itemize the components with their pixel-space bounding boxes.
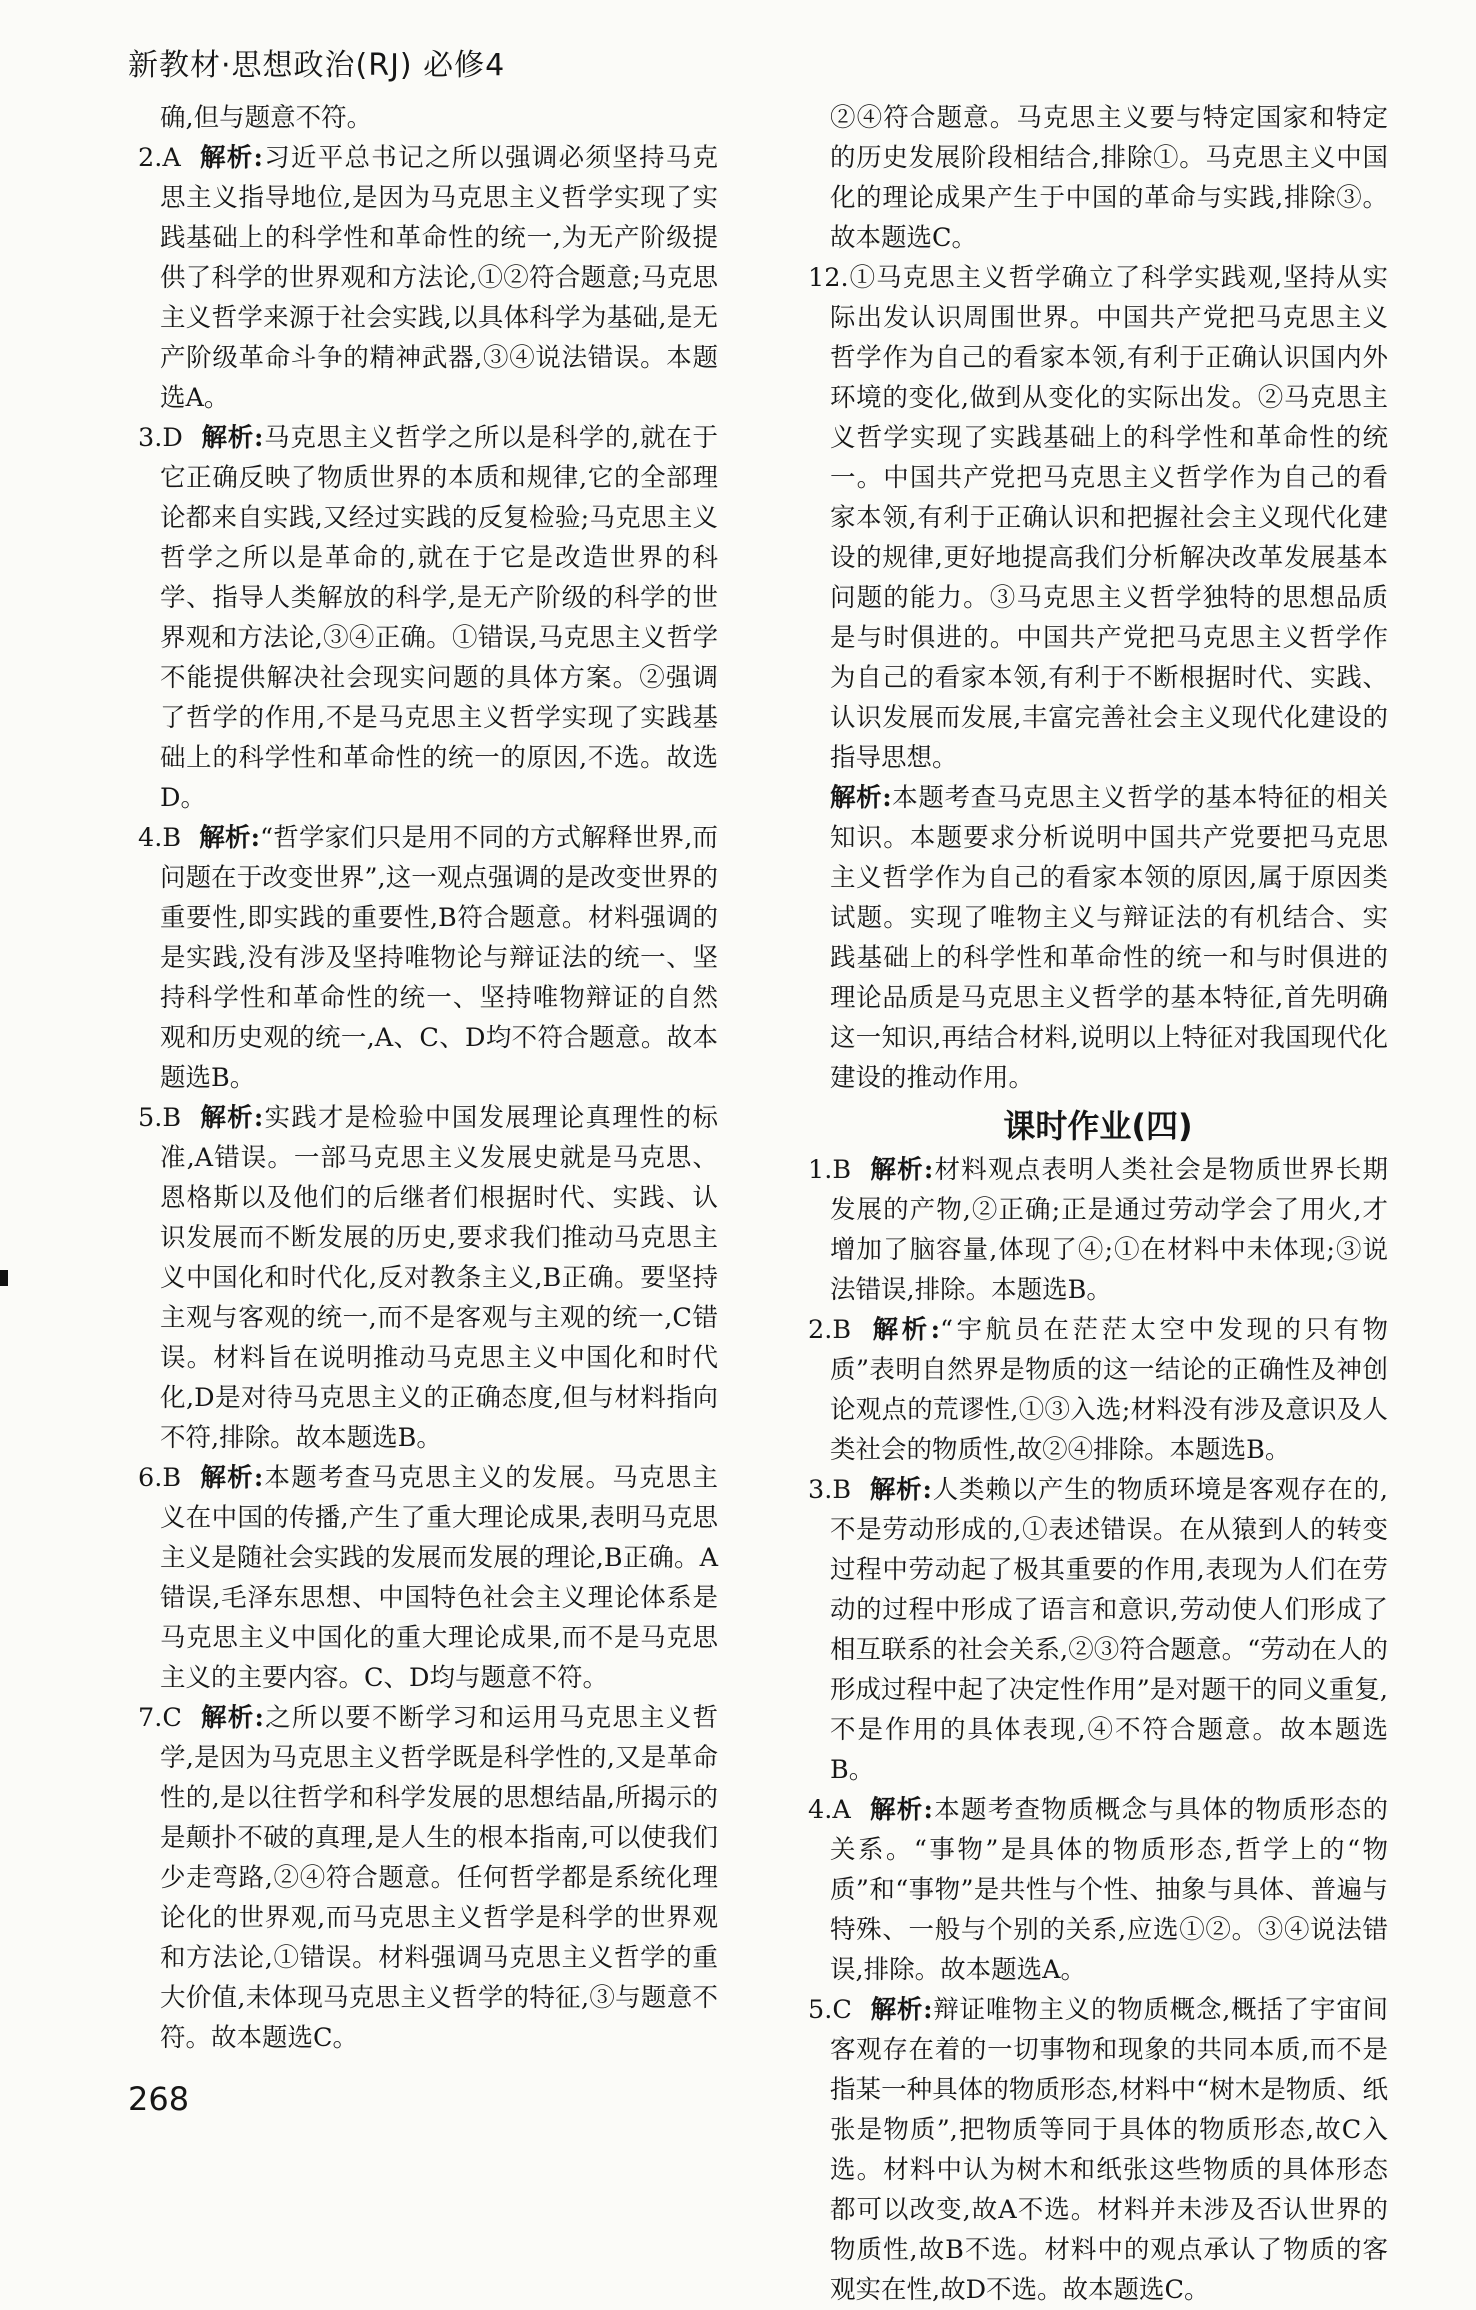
answer-number: 2.A: [138, 143, 181, 173]
answer-label: 解析:: [869, 1315, 940, 1345]
answer-number: 4.B: [138, 823, 182, 853]
answer-item: [138, 138, 718, 418]
answer-number: 5.C: [808, 1995, 852, 2025]
analysis-text: 本题考查马克思主义哲学的基本特征的相关知识。本题要求分析说明中国共产党要把马克思主义哲学作为自己的看家本领的原因,属于原因类试题。实现了唯物主义与辩证法的有机结合、实践基础上的科学性和革命性的统一和与时俱进的理论品质是马克思主义哲学的基本特征,首先明确这一知识,再结合材料,说明以上特征对我国现代化建设的推动作用。: [830, 783, 1388, 1093]
answer-number: 5.B: [138, 1103, 182, 1133]
answer-number: 7.C: [138, 1703, 182, 1733]
answer-text: ①马克思主义哲学确立了科学实践观,坚持从实际出发认识周围世界。中国共产党把马克思主义哲学作为自己的看家本领,有利于正确认识国内外环境的变化,做到从变化的实际出发。②马克思主义哲学实现了实践基础上的科学性和革命性的统一。中国共产党把马克思主义哲学作为自己的看家本领,有利于正确认识和把握社会主义现代化建设的规律,更好地提高我们分析解决改革发展基本问题的能力。③马克思主义哲学独特的思想品质是与时俱进的。中国共产党把马克思主义哲学作为自己的看家本领,有利于不断根据时代、实践、认识发展而发展,丰富完善社会主义现代化建设的指导思想。: [830, 263, 1388, 773]
answer-item: [138, 1098, 718, 1458]
answer-label: 解析:: [199, 1463, 264, 1493]
answer-label: 解析:: [869, 1995, 933, 2025]
answer-label: 解析:: [869, 1475, 932, 1505]
answer-label: 解析:: [199, 1103, 264, 1133]
answer-item: [138, 818, 718, 1098]
analysis-label: 解析:: [830, 783, 892, 813]
answer-label: 解析:: [198, 143, 263, 173]
answer-item: [138, 418, 718, 818]
answer-label: 解析:: [199, 823, 261, 853]
answer-text: 马克思主义哲学之所以是科学的,就在于它正确反映了物质世界的本质和规律,它的全部理论都来自实践,又经过实践的反复检验;马克思主义哲学之所以是革命的,就在于它是改造世界的科学、指导人类解放的科学,是无产阶级的科学的世界观和方法论,③④正确。①错误,马克思主义哲学不能提供解决社会现实问题的具体方案。②强调了哲学的作用,不是马克思主义哲学实现了实践基础上的科学性和革命性的统一的原因,不选。故选D。: [160, 423, 718, 813]
answer-label: 解析:: [199, 1703, 264, 1733]
answer-item: [138, 1698, 718, 2058]
answer-text: 本题考查马克思主义的发展。马克思主义在中国的传播,产生了重大理论成果,表明马克思主义是随社会实践的发展而发展的理论,B正确。A错误,毛泽东思想、中国特色社会主义理论体系是马克思主义中国化的重大理论成果,而不是马克思主义的主要内容。C、D均与题意不符。: [160, 1463, 718, 1693]
answer-text: “宇航员在茫茫太空中发现的只有物质”表明自然界是物质的这一结论的正确性及神创论观点的荒谬性,①③入选;材料没有涉及意识及人类社会的物质性,故②④排除。本题选B。: [830, 1315, 1388, 1465]
answer-item: [808, 1990, 1388, 2310]
answer-item: [808, 1150, 1388, 1310]
right-column: [808, 98, 1388, 2310]
answer-text: 人类赖以产生的物质环境是客观存在的,不是劳动形成的,①表述错误。在从猿到人的转变过程中劳动起了极其重要的作用,表现为人们在劳动的过程中形成了语言和意识,劳动使人们形成了相互联系的社会关系,②③符合题意。“劳动在人的形成过程中起了决定性作用”是对题干的同义重复,不是作用的具体表现,④不符合题意。故本题选B。: [830, 1475, 1388, 1785]
answer-number: 3.B: [808, 1475, 852, 1505]
answer-text: 辩证唯物主义的物质概念,概括了宇宙间客观存在着的一切事物和现象的共同本质,而不是指某一种具体的物质形态,材料中“树木是物质、纸张是物质”,把物质等同于具体的物质形态,故C入选。材料中认为树木和纸张这些物质的具体形态都可以改变,故A不选。材料并未涉及否认世界的物质性,故B不选。材料中的观点承认了物质的客观实在性,故D不选。故本题选C。: [830, 1995, 1388, 2305]
left-items: [138, 138, 718, 2058]
answer-text: 之所以要不断学习和运用马克思主义哲学,是因为马克思主义哲学既是科学性的,又是革命性的,是以往哲学和科学发展的思想结晶,所揭示的是颠扑不破的真理,是人生的根本指南,可以使我们少走弯路,②④符合题意。任何哲学都是系统化理论化的世界观,而马克思主义哲学是科学的世界观和方法论,①错误。材料强调马克思主义哲学的重大价值,未体现马克思主义哲学的特征,③与题意不符。故本题选C。: [160, 1703, 718, 2053]
answer-number: 3.D: [138, 423, 183, 453]
analysis-paragraph: [808, 778, 1388, 1098]
answer-text: 实践才是检验中国发展理论真理性的标准,A错误。一部马克思主义发展史就是马克思、恩格斯以及他们的后继者们根据时代、实践、认识发展而不断发展的历史,要求我们推动马克思主义中国化和时代化,反对教条主义,B正确。要坚持主观与客观的统一,而不是客观与主观的统一,C错误。材料旨在说明推动马克思主义中国化和时代化,D是对待马克思主义的正确态度,但与材料指向不符,排除。故本题选B。: [160, 1103, 718, 1453]
binding-edge-mark: [0, 1270, 8, 1286]
answer-label: 解析:: [868, 1795, 933, 1825]
answer-text: 本题考查物质概念与具体的物质形态的关系。“事物”是具体的物质形态,哲学上的“物质”和“事物”是共性与个性、抽象与具体、普遍与特殊、一般与个别的关系,应选①②。③④说法错误,排除。故本题选A。: [830, 1795, 1388, 1985]
answer-number: 2.B: [808, 1315, 852, 1345]
answer-number: 6.B: [138, 1463, 182, 1493]
page-number: 268: [128, 2080, 190, 2118]
answer-label: 解析:: [200, 423, 264, 453]
right-intro: ②④符合题意。马克思主义要与特定国家和特定的历史发展阶段相结合,排除①。马克思主义中国化的理论成果产生于中国的革命与实践,排除③。故本题选C。: [830, 103, 1388, 253]
left-column: [138, 98, 718, 2058]
answer-number: 12.: [808, 263, 849, 293]
answer-item: [808, 1470, 1388, 1790]
answer-item: [808, 1790, 1388, 1990]
answer-item: [808, 258, 1388, 778]
answer-number: 4.A: [808, 1795, 851, 1825]
answer-text: “哲学家们只是用不同的方式解释世界,而问题在于改变世界”,这一观点强调的是改变世界的重要性,即实践的重要性,B符合题意。材料强调的是实践,没有涉及坚持唯物论与辩证法的统一、坚持科学性和革命性的统一、坚持唯物辩证的自然观和历史观的统一,A、C、D均不符合题意。故本题选B。: [160, 823, 718, 1093]
section-title: 课时作业(四): [1003, 1107, 1193, 1145]
page-header: 新教材·思想政治(RJ) 必修4: [128, 48, 506, 83]
answer-text: 习近平总书记之所以强调必须坚持马克思主义指导地位,是因为马克思主义哲学实现了实践基础上的科学性和革命性的统一,为无产阶级提供了科学的世界观和方法论,①②符合题意;马克思主义哲学来源于社会实践,以具体科学为基础,是无产阶级革命斗争的精神武器,③④说法错误。本题选A。: [160, 143, 718, 413]
answer-text: 材料观点表明人类社会是物质世界长期发展的产物,②正确;正是通过劳动学会了用火,才增加了脑容量,体现了④;①在材料中未体现;③说法错误,排除。本题选B。: [830, 1155, 1388, 1305]
section-items: [808, 1150, 1388, 2310]
answer-item: [808, 1310, 1388, 1470]
answer-number: 1.B: [808, 1155, 852, 1185]
left-intro: 确,但与题意不符。: [160, 103, 373, 133]
answer-label: 解析:: [869, 1155, 934, 1185]
answer-item: [138, 1458, 718, 1698]
